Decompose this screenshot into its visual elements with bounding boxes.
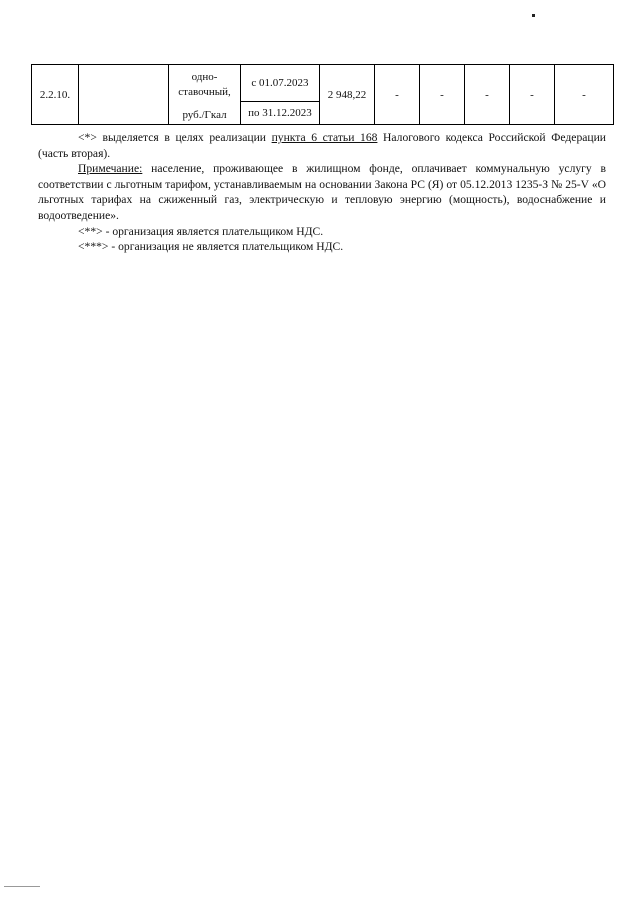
remark-paragraph xyxy=(38,161,606,223)
tariff-value: 2 948,22 xyxy=(320,65,375,125)
footnote-star2: <**> - организация является плательщиком НДС. xyxy=(78,224,324,238)
footer-divider xyxy=(4,886,40,887)
row-number: 2.2.10. xyxy=(32,65,79,125)
unit-line-3: руб./Гкал xyxy=(182,108,227,121)
remark-text: население, проживающее в жилищном фонде, оплачивает коммунальную услугу в соответствии с льготным тарифом, устанавливаемым на основании Закона РС (Я) от 05.12.2013 1235-З № 25-V «О льготных тарифах на сжиженный газ, электрическую и тепловую энергию (мощность), водоснабжение и водоотведение». xyxy=(38,162,606,222)
footnote-star3: <***> - организация не является плательщиком НДС. xyxy=(78,240,344,254)
period-cell xyxy=(241,65,320,125)
row-name xyxy=(79,65,169,125)
unit-cell xyxy=(169,65,241,125)
footnotes xyxy=(38,130,606,255)
table-cell: - xyxy=(555,65,614,125)
table-cell: - xyxy=(510,65,555,125)
footnote-text: выделяется в целях реализации xyxy=(96,131,272,144)
footnote-star1 xyxy=(38,130,606,161)
table-row xyxy=(32,65,614,125)
table-cell: - xyxy=(420,65,465,125)
tax-code-link[interactable]: пункта 6 статьи 168 xyxy=(271,131,378,144)
period-from: с 01.07.2023 xyxy=(241,65,319,102)
period-to: по 31.12.2023 xyxy=(248,107,312,119)
unit-top xyxy=(169,66,240,105)
unit-line-1: одно- xyxy=(191,70,218,83)
table-cell: - xyxy=(375,65,420,125)
tariff-table xyxy=(31,64,614,125)
table-cell: - xyxy=(465,65,510,125)
scan-speck xyxy=(532,14,535,17)
unit-line-2: ставочный, xyxy=(178,85,231,98)
footnote-marker: <*> xyxy=(78,131,97,144)
remark-label: Примечание: xyxy=(78,162,143,176)
footnote-text: Налогового кодекса Российской Федерации (часть вторая). xyxy=(38,131,607,160)
